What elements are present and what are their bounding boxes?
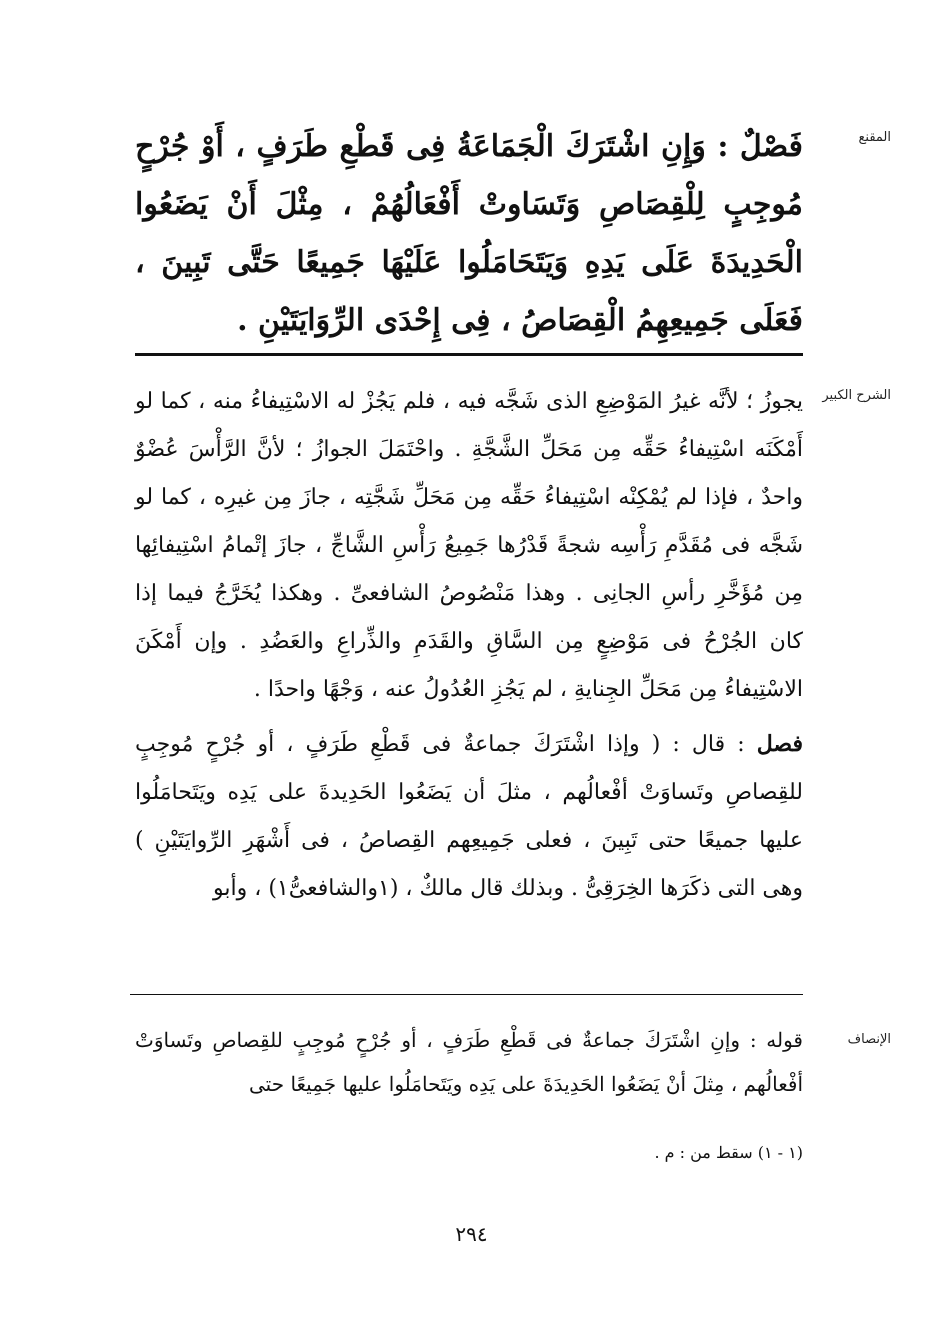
label-sharh: الشرح الكبير (822, 388, 891, 403)
label-muqni: المقنع (858, 130, 891, 145)
label-insaf: الإنصاف (847, 1032, 891, 1047)
fasl-heading: فَصْلٌ (739, 129, 803, 164)
insaf-paragraph: قوله : وإنِ اشْتَرَكَ جماعةٌ فى قَطْعِ طَرَفٍ ، أو جُرْحٍ مُوجِبٍ للقِصاصِ وتَساوَتْ أفْعالُهم ، مِثلَ أنْ يَضَعُوا الحَدِيدَةَ على يَدِه ويَتَحامَلُوا عليها جَمِيعًا حتى (135, 1028, 803, 1096)
footnote: (١ - ١) سقط من : م . (654, 1143, 803, 1162)
muqni-paragraph (135, 118, 803, 350)
sharh-paragraph-2-body: : قال : ( وإذا اشْتَرَكَ جماعةٌ فى قَطْعِ طَرَفٍ ، أو جُرْحٍ مُوجِبٍ للقِصاصِ وتَساوَتْ أفْعالُهم ، مثلَ أن يَضَعُوا الحَدِيدةَ على يَدِه ويَتَحامَلُوا عليها جميعًا حتى تَبِينَ ، فعلى جَمِيعِهم القِصاصُ ، فى أَشْهَرِ الرِّوايَتَيْنِ ) وهى التى ذكَرَها الخِرَقِىُّ . وبذلك قال مالكٌ ، (١والشافعىُّ١) ، وأبو (135, 732, 803, 901)
insaf-text-block (135, 1018, 803, 1106)
sharh-text-block (135, 378, 803, 913)
section-divider-thick (135, 353, 803, 356)
muqni-body: : وَإِنِ اشْتَرَكَ الْجَمَاعَةُ فِى قَطْعِ طَرَفٍ ، أَوْ جُرْحٍ مُوجِبٍ لِلْقِصَاصِ وَتَسَاوتْ أَفْعَالُهُمْ ، مِثْلَ أَنْ يَضَعُوا الْحَدِيدَةَ عَلَى يَدِهِ وَيَتَحَامَلُوا عَلَيْهَا جَمِيعًا حَتَّى تَبِينَ ، فَعَلَى جَمِيعِهِمُ الْقِصَاصُ ، فِى إِحْدَى الرِّوَايَتَيْنِ . (135, 129, 803, 338)
muqni-text-block (135, 118, 803, 350)
sharh-fasl-heading: فصل (756, 731, 803, 757)
section-divider-thin (130, 994, 803, 995)
sharh-paragraph-2 (135, 720, 803, 913)
sharh-paragraph-1: يجوزُ ؛ لأنَّه غيرُ المَوْضِعِ الذى شَجَّه فيه ، فلم يَجُزْ له الاسْتِيفاءُ منه ، كما لو أَمْكَنَه اسْتِيفاءُ حَقِّه مِن مَحَلِّ الشَّجَّةِ . واحْتَمَلَ الجوازُ ؛ لأنَّ الرَّأْسَ عُضْوٌ واحدٌ ، فإذا لم يُمْكِنْه اسْتِيفاءُ حَقِّه مِن مَحَلِّ شَجَّتِه ، جازَ مِن غيرِه ، كما لو شَجَّه فى مُقَدَّمِ رَأْسِه شجةً قَدْرُها جَمِيعُ رَأْسِ الشَّاجِّ ، جازَ إتْمامُ اسْتِيفائِها مِن مُؤَخَّرِ رأسِ الجانِى . وهذا مَنْصُوصُ الشافعىِّ . وهكذا يُخَرَّجُ فيما إذا كان الجُرْحُ فى مَوْضِعٍ مِن السَّاقِ والقَدَمِ والذِّراعِ والعَضُدِ . وإن أَمْكَنَ الاسْتِيفاءُ مِن مَحَلِّ الجِنايةِ ، لم يَجُزِ العُدُولُ عنه ، وَجْهًا واحدًا . (135, 389, 803, 702)
page-number: ٢٩٤ (455, 1222, 488, 1246)
